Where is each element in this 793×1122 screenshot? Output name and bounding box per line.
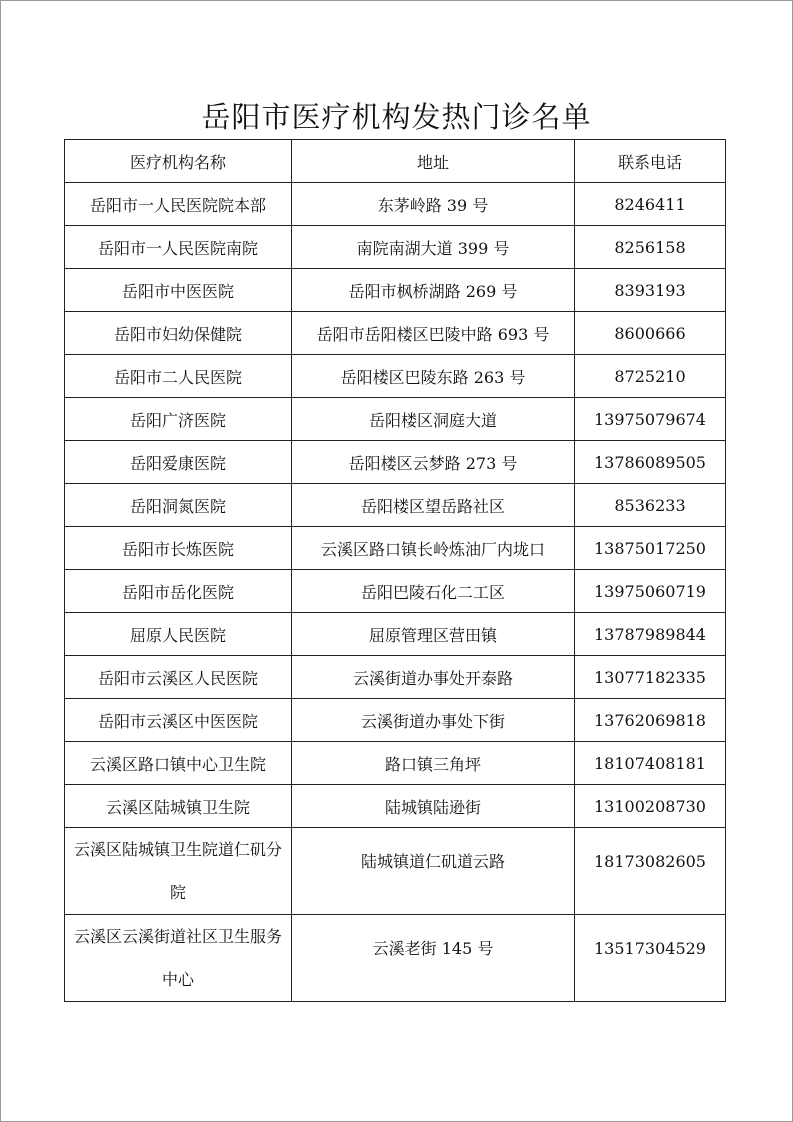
phone: 18173082605 [575,828,726,915]
table-header-row [65,140,726,183]
address: 岳阳市枫桥湖路 269 号 [292,269,575,312]
phone: 8246411 [575,183,726,226]
address: 岳阳楼区洞庭大道 [292,398,575,441]
institution-name: 岳阳市一人民医院南院 [65,226,292,269]
institution-name: 岳阳市云溪区中医医院 [65,699,292,742]
page-title: 岳阳市医疗机构发热门诊名单 [201,100,592,134]
institution-name: 云溪区陆城镇卫生院道仁矶分院 [65,828,292,915]
header-address: 地址 [292,140,575,183]
address: 南院南湖大道 399 号 [292,226,575,269]
table-row [65,312,726,355]
header-institution-name: 医疗机构名称 [65,140,292,183]
address: 云溪街道办事处开泰路 [292,656,575,699]
phone: 8536233 [575,484,726,527]
address: 陆城镇道仁矶道云路 [292,828,575,915]
phone: 13077182335 [575,656,726,699]
address: 岳阳市岳阳楼区巴陵中路 693 号 [292,312,575,355]
institution-name: 岳阳市云溪区人民医院 [65,656,292,699]
phone: 8256158 [575,226,726,269]
table-row [65,484,726,527]
address: 路口镇三角坪 [292,742,575,785]
table-row [65,355,726,398]
table-row [65,656,726,699]
address: 云溪老街 145 号 [292,915,575,1002]
address: 东茅岭路 39 号 [292,183,575,226]
institution-name: 云溪区云溪街道社区卫生服务中心 [65,915,292,1002]
table-row [65,613,726,656]
table-row [65,441,726,484]
address: 云溪街道办事处下街 [292,699,575,742]
institution-name: 岳阳洞氮医院 [65,484,292,527]
table-row [65,570,726,613]
address: 岳阳楼区巴陵东路 263 号 [292,355,575,398]
phone: 13875017250 [575,527,726,570]
institution-name: 岳阳市二人民医院 [65,355,292,398]
phone: 13975079674 [575,398,726,441]
table-row [65,828,726,915]
phone: 8393193 [575,269,726,312]
phone: 8600666 [575,312,726,355]
address: 屈原管理区营田镇 [292,613,575,656]
institution-name: 云溪区陆城镇卫生院 [65,785,292,828]
institution-name: 岳阳市妇幼保健院 [65,312,292,355]
header-phone: 联系电话 [575,140,726,183]
address: 陆城镇陆逊街 [292,785,575,828]
phone: 13762069818 [575,699,726,742]
institution-name: 岳阳市岳化医院 [65,570,292,613]
phone: 8725210 [575,355,726,398]
table-row [65,527,726,570]
institution-name: 岳阳市一人民医院院本部 [65,183,292,226]
table-row [65,183,726,226]
table-row [65,785,726,828]
address: 岳阳楼区望岳路社区 [292,484,575,527]
institution-name: 岳阳广济医院 [65,398,292,441]
table-row [65,742,726,785]
table-row [65,269,726,312]
table-row [65,398,726,441]
phone: 18107408181 [575,742,726,785]
phone: 13787989844 [575,613,726,656]
institution-name: 云溪区路口镇中心卫生院 [65,742,292,785]
fever-clinic-table [64,139,726,1002]
phone: 13786089505 [575,441,726,484]
phone: 13100208730 [575,785,726,828]
table-row [65,699,726,742]
address: 岳阳楼区云梦路 273 号 [292,441,575,484]
address: 岳阳巴陵石化二工区 [292,570,575,613]
institution-name: 屈原人民医院 [65,613,292,656]
phone: 13975060719 [575,570,726,613]
institution-name: 岳阳市中医医院 [65,269,292,312]
institution-name: 岳阳市长炼医院 [65,527,292,570]
table-row [65,226,726,269]
phone: 13517304529 [575,915,726,1002]
institution-name: 岳阳爱康医院 [65,441,292,484]
table-row [65,915,726,1002]
address: 云溪区路口镇长岭炼油厂内垅口 [292,527,575,570]
